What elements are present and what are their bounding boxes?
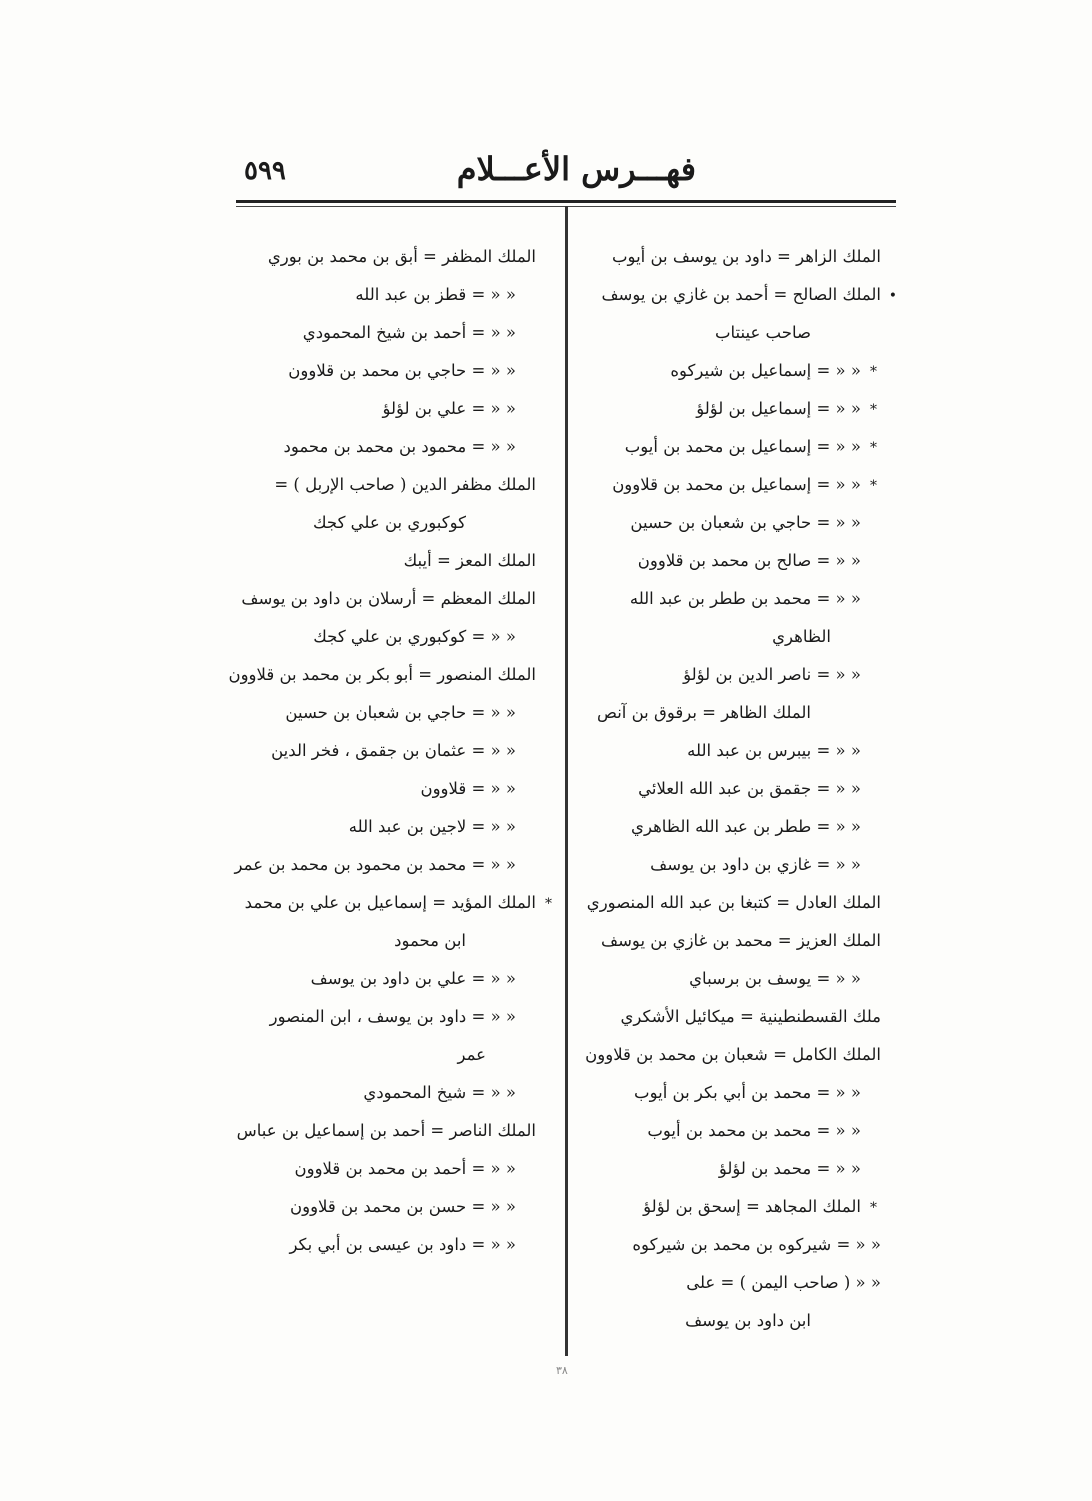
entry-text: « « = حاجي بن شعبان بن حسين — [285, 703, 516, 722]
index-entry — [236, 1112, 552, 1150]
entry-text: « « = إسماعيل بن شيركوه — [670, 361, 861, 380]
entry-text: الملك العزيز = محمد بن غازي بن يوسف — [601, 931, 881, 950]
index-entry — [240, 580, 552, 618]
index-entry — [240, 466, 552, 504]
index-entry — [585, 922, 897, 960]
entry-text: الملك المعظم = أرسلان بن داود بن يوسف — [241, 589, 536, 608]
index-entry — [585, 1188, 897, 1226]
index-entry — [585, 618, 897, 656]
index-entry — [585, 1264, 897, 1302]
entry-text: « « = محمد بن محمود بن محمد بن عمر — [234, 855, 516, 874]
index-entry — [228, 656, 552, 694]
index-entry — [240, 428, 552, 466]
index-entry — [585, 1150, 897, 1188]
entry-marker: * — [870, 364, 877, 380]
entry-text: « « = شيركوه بن محمد بن شيركوه — [632, 1235, 881, 1254]
index-entry — [240, 998, 552, 1036]
index-entry — [585, 770, 897, 808]
entry-text: « « ( صاحب اليمن ) = على — [686, 1273, 881, 1292]
index-entry — [240, 884, 552, 922]
entry-text: « « = قلاوون — [420, 779, 516, 798]
index-entry — [585, 1112, 897, 1150]
entry-text: « « = داود بن يوسف ، ابن المنصور — [269, 1007, 516, 1026]
index-entry — [240, 390, 552, 428]
index-entry — [240, 1188, 552, 1226]
entry-text: « « = يوسف بن برسباي — [689, 969, 861, 988]
entry-text: « « = داود بن عيسى بن أبي بكر — [289, 1235, 516, 1254]
index-entry — [585, 998, 897, 1036]
index-entry — [585, 542, 897, 580]
index-entry — [585, 390, 897, 428]
entry-text: « « = عثمان بن جقمق ، فخر الدين — [271, 741, 516, 760]
entry-text: الملك مظفر الدين ( صاحب الإربل ) = — [274, 475, 536, 494]
index-entry — [240, 238, 552, 276]
entry-text: « « = إسماعيل بن محمد بن أيوب — [624, 437, 861, 456]
entry-text: « « = محمد بن أبي بكر بن أيوب — [634, 1083, 861, 1102]
entry-text: « « = حاجي بن محمد بن قلاوون — [288, 361, 516, 380]
entry-text: « « = حسن بن محمد بن قلاوون — [290, 1197, 516, 1216]
entry-text: الملك المؤيد = إسماعيل بن علي بن محمد — [244, 893, 536, 912]
entry-marker: * — [870, 402, 877, 418]
column-divider — [565, 206, 568, 1356]
index-entry — [585, 466, 897, 504]
entry-text: الملك المجاهد = إسحق بن لؤلؤ — [643, 1197, 861, 1216]
entry-marker: * — [870, 440, 877, 456]
header-rule — [236, 200, 896, 203]
entry-marker: * — [870, 1200, 877, 1216]
index-entry — [585, 1074, 897, 1112]
entry-text: الملك المظفر = أبق بن محمد بن بوري — [267, 247, 536, 266]
entry-text: « « = إسماعيل بن لؤلؤ — [696, 399, 861, 418]
entry-text: « « = محمد بن ططر بن عبد الله — [629, 589, 861, 608]
index-entry — [585, 808, 897, 846]
index-entry — [240, 504, 552, 542]
index-entry — [240, 542, 552, 580]
entry-text: « « = قطز بن عبد الله — [355, 285, 516, 304]
index-entry — [240, 276, 552, 314]
index-entry — [585, 884, 897, 922]
entry-text: « « = حاجي بن شعبان بن حسين — [630, 513, 861, 532]
entry-text: « « = جقمق بن عبد الله العلائي — [638, 779, 861, 798]
entry-text: الملك الزاهر = داود بن يوسف بن أيوب — [612, 247, 881, 266]
index-column-left — [228, 238, 552, 1264]
entry-marker: * — [870, 478, 877, 494]
entry-text: الملك الصالح = أحمد بن غازي بن يوسف — [601, 285, 881, 304]
entry-text: الملك الظاهر = برقوق بن آنص — [596, 703, 811, 722]
entry-text: « « = ناصر الدين بن لؤلؤ — [683, 665, 861, 684]
entry-text: « « = محمد بن محمد بن أيوب — [647, 1121, 861, 1140]
index-entry — [240, 694, 552, 732]
entry-text: « « = محمود بن محمد بن محمود — [283, 437, 516, 456]
entry-text: « « = أحمد بن شيخ المحمودي — [302, 323, 516, 342]
page-header — [236, 150, 896, 198]
index-entry — [585, 656, 897, 694]
entry-text: « « = علي بن داود بن يوسف — [310, 969, 516, 988]
footer-mark: ٣٨ — [556, 1364, 568, 1377]
entry-text: ابن داود بن يوسف — [685, 1311, 811, 1330]
entry-text: « « = لاجين بن عبد الله — [348, 817, 516, 836]
entry-text: عمر — [457, 1045, 486, 1064]
index-entry — [240, 960, 552, 998]
index-entry — [585, 846, 897, 884]
index-entry — [585, 504, 897, 542]
index-entry — [240, 1074, 552, 1112]
index-entry — [585, 1302, 897, 1340]
entry-text: « « = بيبرس بن عبد الله — [687, 741, 861, 760]
entry-text: « « = صالح بن محمد بن قلاوون — [637, 551, 861, 570]
index-entry — [240, 1226, 552, 1264]
entry-marker: • — [888, 288, 897, 304]
index-entry — [585, 1036, 897, 1074]
index-entry — [240, 808, 552, 846]
entry-text: ملك القسطنطينية = ميكائيل الأشكري — [620, 1007, 881, 1026]
index-column-right — [585, 238, 897, 1340]
index-entry — [240, 732, 552, 770]
index-entry — [585, 1226, 897, 1264]
index-entry — [234, 846, 552, 884]
entry-text: « « = شيخ المحمودي — [363, 1083, 516, 1102]
index-entry — [240, 922, 552, 960]
entry-text: « « = كوكبوري بن علي كجك — [313, 627, 516, 646]
page-number: ٥٩٩ — [244, 156, 286, 186]
index-entry — [240, 1150, 552, 1188]
index-entry — [240, 770, 552, 808]
index-entry — [585, 276, 897, 314]
index-entry — [240, 314, 552, 352]
entry-text: الملك المعز = أيبك — [403, 551, 536, 570]
entry-text: الملك المنصور = أبو بكر بن محمد بن قلاوون — [228, 665, 536, 684]
index-entry — [585, 238, 897, 276]
entry-text: الملك العادل = كتبغا بن عبد الله المنصوري — [586, 893, 881, 912]
index-entry — [240, 352, 552, 390]
index-entry — [585, 428, 897, 466]
entry-text: « « = إسماعيل بن محمد بن قلاوون — [612, 475, 861, 494]
entry-text: صاحب عينتاب — [714, 323, 811, 342]
page-title: فهـــرس الأعـــلام — [456, 150, 696, 188]
entry-text: « « = غازي بن داود بن يوسف — [650, 855, 861, 874]
index-entry — [240, 618, 552, 656]
index-entry — [585, 352, 897, 390]
index-entry — [585, 960, 897, 998]
entry-text: « « = محمد بن لؤلؤ — [718, 1159, 861, 1178]
index-entry — [240, 1036, 552, 1074]
entry-text: الملك الكامل = شعبان بن محمد بن قلاوون — [585, 1045, 881, 1064]
index-entry — [585, 314, 897, 352]
index-entry — [585, 732, 897, 770]
entry-text: ابن محمود — [394, 931, 466, 950]
entry-text: كوكبوري بن علي كجك — [313, 513, 466, 532]
index-entry — [585, 694, 897, 732]
entry-text: الملك الناصر = أحمد بن إسماعيل بن عباس — [236, 1121, 536, 1140]
entry-text: « « = أحمد بن محمد بن قلاوون — [294, 1159, 516, 1178]
entry-text: الظاهري — [772, 627, 831, 646]
index-entry — [585, 580, 897, 618]
entry-text: « « = علي بن لؤلؤ — [382, 399, 516, 418]
entry-text: « « = ططر بن عبد الله الظاهري — [631, 817, 861, 836]
entry-marker: * — [545, 896, 552, 912]
